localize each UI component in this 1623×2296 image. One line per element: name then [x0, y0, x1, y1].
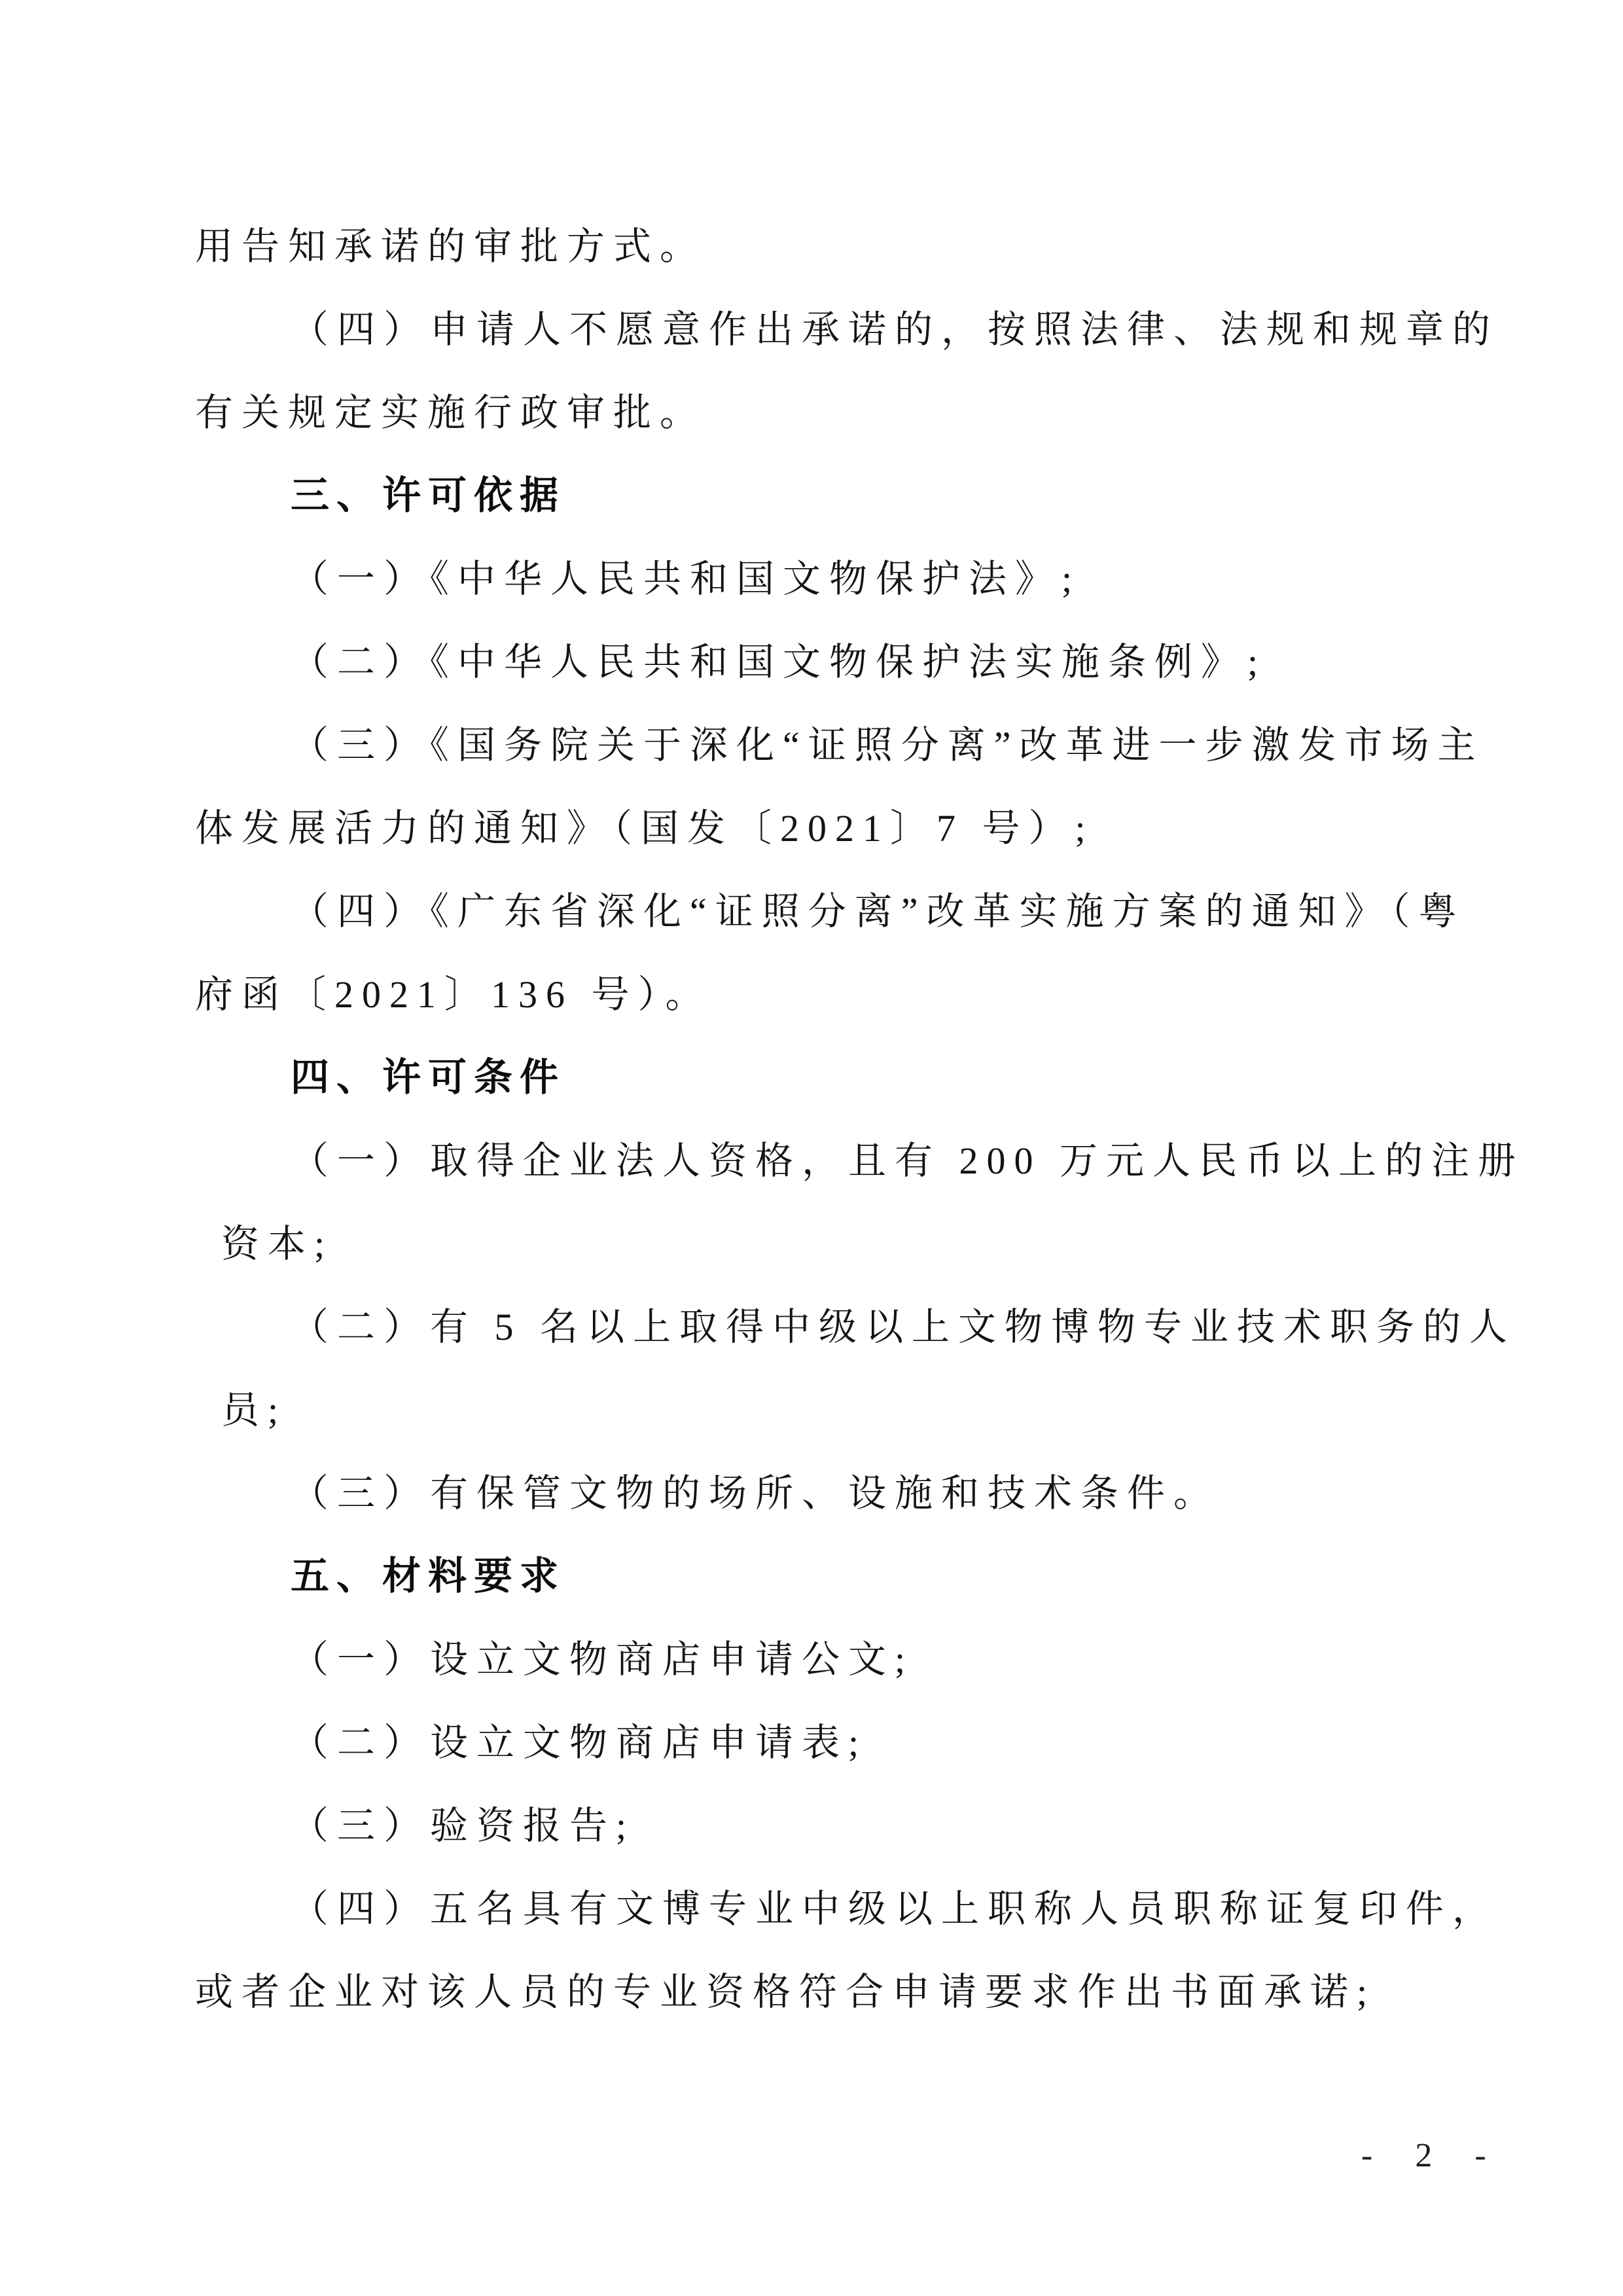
text-line: （三）有保管文物的场所、设施和技术条件。 [291, 1472, 1221, 1515]
section-heading: 三、许可依据 [291, 474, 566, 517]
text-line: 府函〔2021〕136 号）。 [195, 973, 712, 1016]
page-number: - 2 - [1361, 2137, 1503, 2174]
text-line: 用告知承诺的审批方式。 [195, 225, 707, 268]
text-line: （四）申请人不愿意作出承诺的，按照法律、法规和规章的 [291, 308, 1499, 351]
text-line: 有关规定实施行政审批。 [195, 391, 707, 434]
text-line: 资本; [221, 1223, 334, 1265]
text-line: 员; [221, 1389, 287, 1431]
text-line: （一）《中华人民共和国文物保护法》; [291, 558, 1081, 600]
text-line: （三）《国务院关于深化“证照分离”改革进一步激发市场主 [291, 724, 1484, 766]
text-line: 或者企业对该人员的专业资格符合申请要求作出书面承诺; [195, 1971, 1376, 2013]
text-line: （一）设立文物商店申请公文; [291, 1638, 914, 1681]
text-line: 体发展活力的通知》（国发〔2021〕7 号）; [195, 807, 1094, 850]
text-line: （四）五名具有文博专业中级以上职称人员职称证复印件， [291, 1888, 1499, 1930]
text-line: （二）有 5 名以上取得中级以上文物博物专业技术职务的人 [291, 1306, 1516, 1348]
text-line: （三）验资报告; [291, 1804, 635, 1847]
text-line: （二）《中华人民共和国文物保护法实施条例》; [291, 641, 1267, 683]
section-heading: 五、材料要求 [291, 1554, 566, 1598]
text-line: （一）取得企业法人资格，且有 200 万元人民币以上的注册 [291, 1139, 1525, 1182]
section-heading: 四、许可条件 [291, 1056, 566, 1099]
text-line: （二）设立文物商店申请表; [291, 1721, 868, 1764]
text-line: （四）《广东省深化“证照分离”改革实施方案的通知》（粤 [291, 890, 1465, 933]
document-body [195, 205, 1525, 2034]
